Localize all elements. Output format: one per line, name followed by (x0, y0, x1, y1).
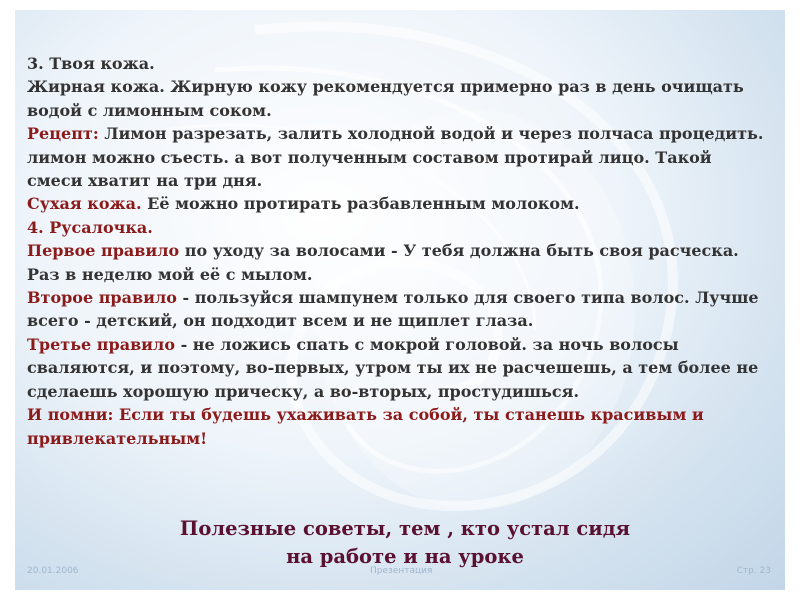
rule-3-text: - не ложись спать с мокрой головой. за ночь волосы сваляются, и поэтому, во-первых, утром ты их не расчешешь, а тем более не сделаешь хорошую прическу, а во-вторых, простудишься. (27, 334, 759, 401)
recipe-label: Рецепт: (27, 124, 99, 144)
rule-3-paragraph (27, 333, 772, 403)
dry-skin-text: Её можно протирать разбавленным молоком. (141, 194, 580, 214)
rule-2-paragraph (27, 286, 772, 333)
slide-content (27, 52, 772, 450)
footer-date: 20.01.2006 (27, 566, 79, 576)
slide-caption (115, 515, 695, 571)
recipe-text: Лимон разрезать, залить холодной водой и через полчаса процедить. лимон можно съесть. а вот полученным составом протирай лицо. Такой смеси хватит на три дня. (27, 124, 764, 191)
oily-skin-paragraph: Жирная кожа. Жирную кожу рекомендуется примерно раз в день очищать водой с лимонным соком. (27, 77, 744, 120)
rule-2-label: Второе правило (27, 288, 177, 308)
caption-line-2: на работе и на уроке (286, 545, 524, 568)
rule-3-label: Третье правило (27, 334, 175, 354)
dry-skin-paragraph (27, 192, 772, 215)
rule-1-label: Первое правило (27, 241, 180, 261)
rule-1-paragraph (27, 239, 772, 286)
caption-line-1: Полезные советы, тем , кто устал сидя (179, 517, 631, 540)
section-3-title: 3. Твоя кожа. (27, 54, 155, 73)
rule-2-text: - пользуйся шампунем только для своего типа волос. Лучше всего - детский, он подходит всем и не щиплет глаза. (27, 288, 759, 331)
section-4-title: 4. Русалочка. (27, 217, 153, 237)
dry-skin-label: Сухая кожа. (27, 194, 142, 214)
footer-title: Презентация (370, 566, 433, 576)
remember-paragraph: И помни: Если ты будешь ухаживать за собой, ты станешь красивым и привлекательным! (27, 405, 704, 448)
footer-page-number: Стр. 23 (736, 566, 771, 576)
rule-1-text: по уходу за волосами - У тебя должна быть своя расческа. Раз в неделю мой её с мылом. (27, 241, 739, 284)
slide (15, 10, 785, 590)
recipe-paragraph (27, 122, 772, 192)
